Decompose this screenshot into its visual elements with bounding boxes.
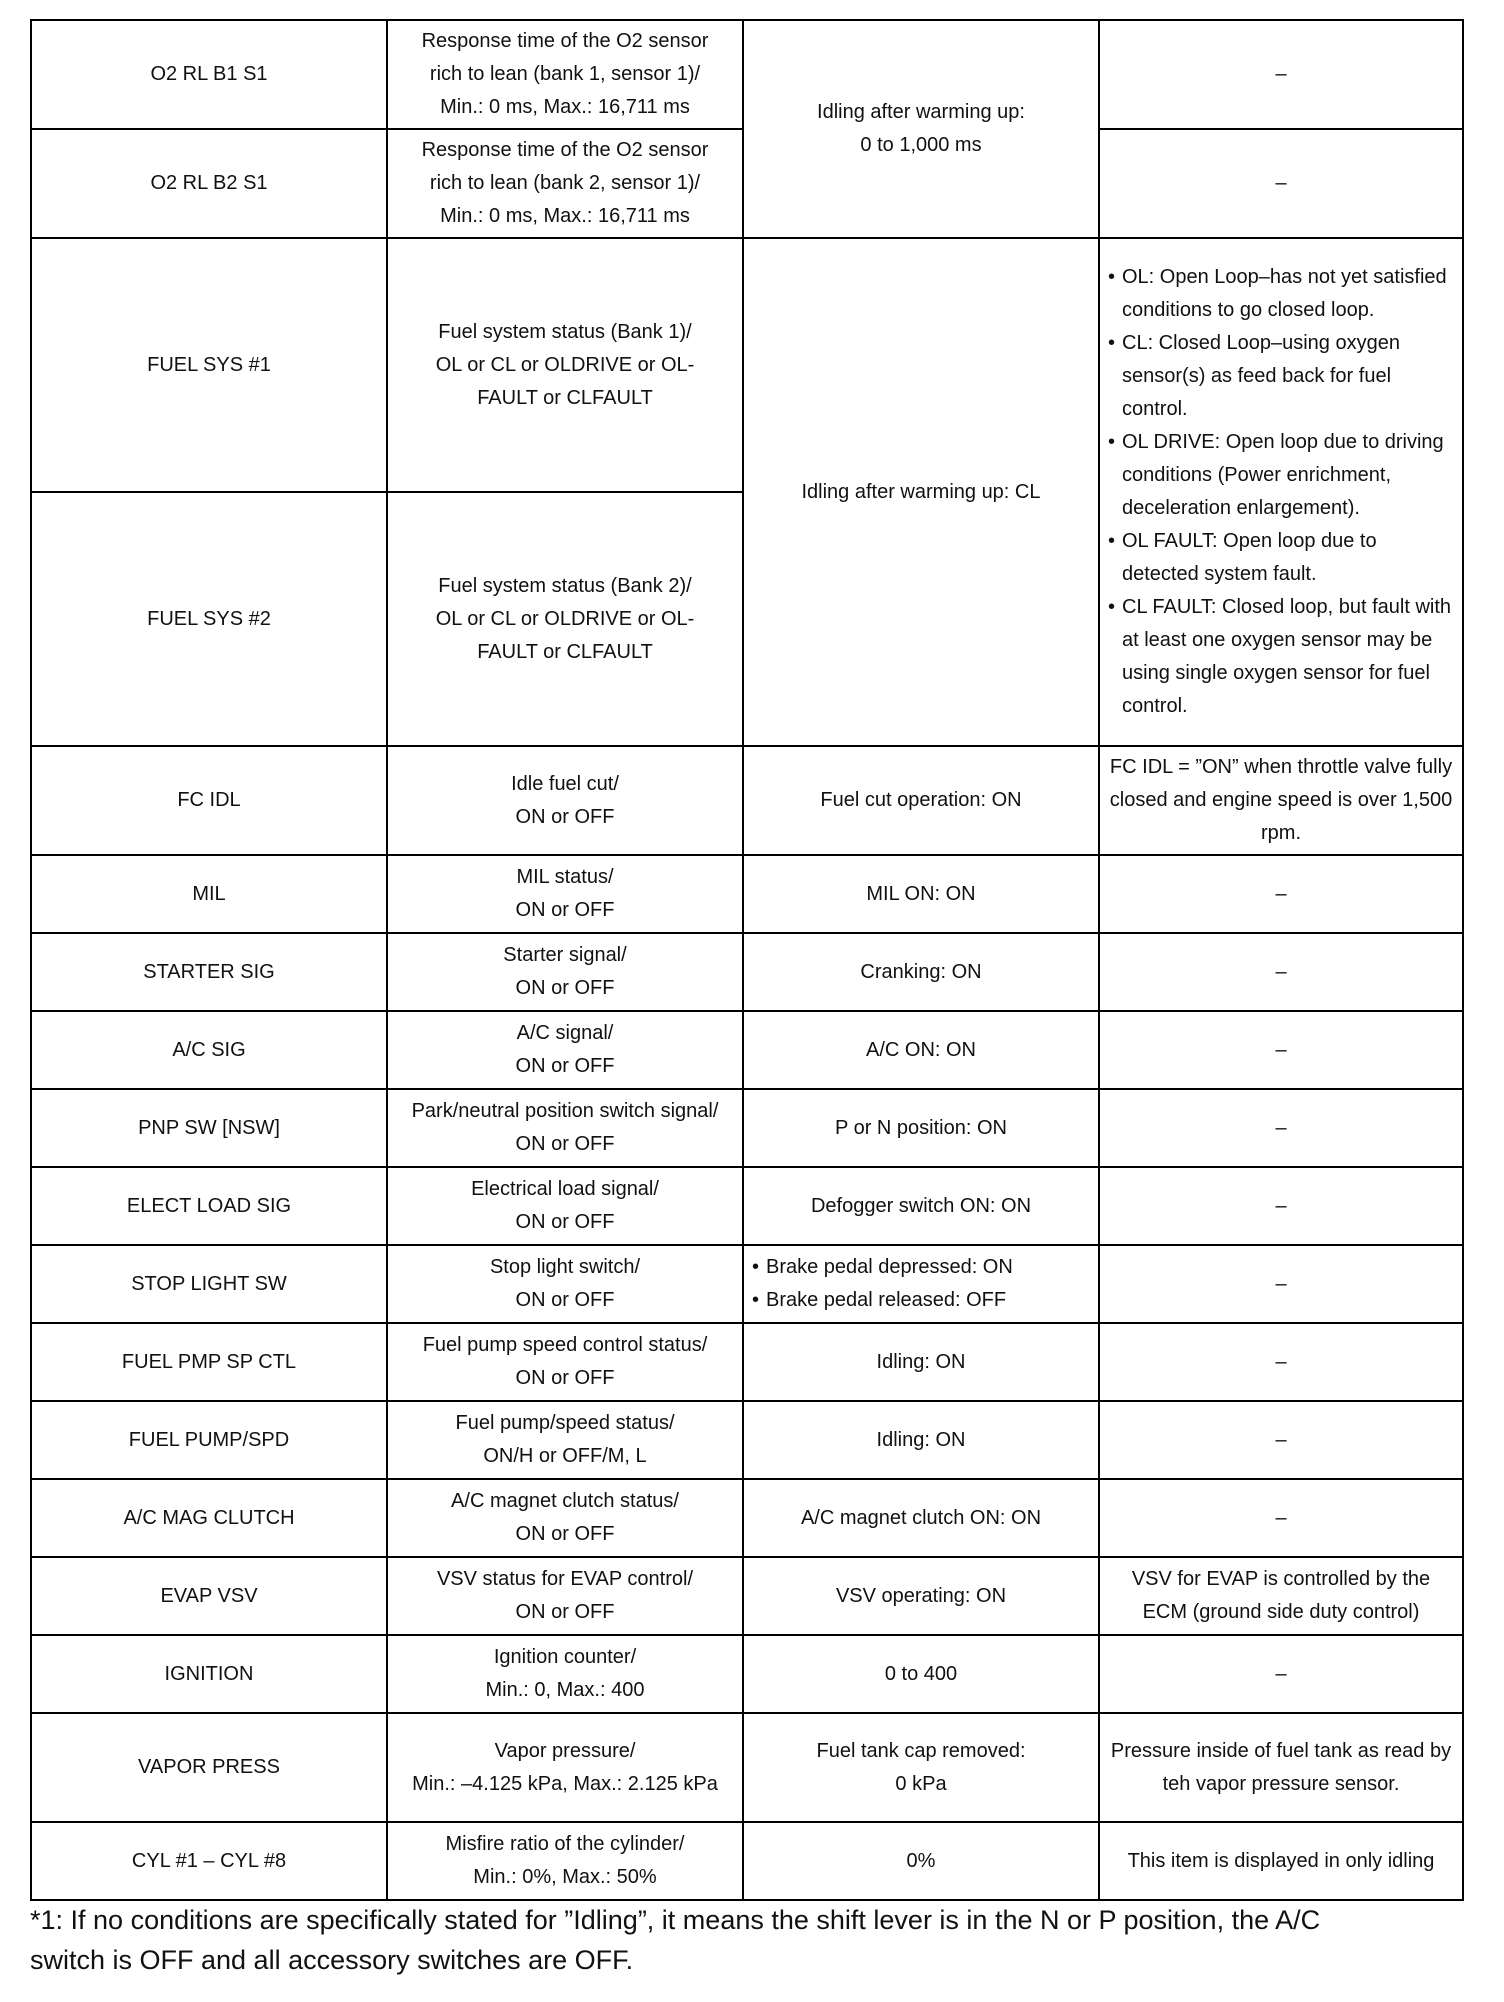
normal-condition: P or N position: ON bbox=[743, 1089, 1099, 1167]
item-name: EVAP VSV bbox=[31, 1557, 387, 1635]
footnote bbox=[30, 1900, 1470, 1980]
list-item: • OL: Open Loop–has not yet satisfied conditions to go closed loop. bbox=[1108, 261, 1454, 327]
item-name: CYL #1 – CYL #8 bbox=[31, 1822, 387, 1900]
item-description: A/C signal/ ON or OFF bbox=[387, 1011, 743, 1089]
table-row bbox=[31, 1822, 1463, 1900]
normal-condition: Cranking: ON bbox=[743, 933, 1099, 1011]
diagnostic-note: – bbox=[1099, 1323, 1463, 1401]
diagnostic-note: Pressure inside of fuel tank as read by teh vapor pressure sensor. bbox=[1099, 1713, 1463, 1822]
item-description: Response time of the O2 sensor rich to lean (bank 1, sensor 1)/ Min.: 0 ms, Max.: 16,711 ms bbox=[387, 20, 743, 129]
table-row bbox=[31, 1323, 1463, 1401]
item-name: FUEL PMP SP CTL bbox=[31, 1323, 387, 1401]
diagnostic-note: – bbox=[1099, 20, 1463, 129]
table-row bbox=[31, 1401, 1463, 1479]
item-description: Idle fuel cut/ ON or OFF bbox=[387, 746, 743, 855]
item-description: Fuel system status (Bank 1)/ OL or CL or OLDRIVE or OL- FAULT or CLFAULT bbox=[387, 238, 743, 492]
diagnostic-note: – bbox=[1099, 933, 1463, 1011]
table-row bbox=[31, 1713, 1463, 1822]
item-description: Electrical load signal/ ON or OFF bbox=[387, 1167, 743, 1245]
diagnostic-note bbox=[1099, 238, 1463, 746]
diagnostic-note: – bbox=[1099, 1011, 1463, 1089]
item-description: VSV status for EVAP control/ ON or OFF bbox=[387, 1557, 743, 1635]
list-item: • OL DRIVE: Open loop due to driving conditions (Power enrichment, deceleration enlargement). bbox=[1108, 426, 1454, 525]
table-row bbox=[31, 20, 1463, 129]
table-row bbox=[31, 1479, 1463, 1557]
normal-condition: Idling after warming up: CL bbox=[743, 238, 1099, 746]
list-item: • Brake pedal released: OFF bbox=[752, 1284, 1090, 1317]
table-row bbox=[31, 238, 1463, 492]
diagnostic-note: This item is displayed in only idling bbox=[1099, 1822, 1463, 1900]
item-description: Fuel pump/speed status/ ON/H or OFF/M, L bbox=[387, 1401, 743, 1479]
table-row bbox=[31, 855, 1463, 933]
item-description: Fuel system status (Bank 2)/ OL or CL or OLDRIVE or OL- FAULT or CLFAULT bbox=[387, 492, 743, 746]
diagnostic-note: – bbox=[1099, 1479, 1463, 1557]
diagnostic-note: – bbox=[1099, 1635, 1463, 1713]
normal-condition: MIL ON: ON bbox=[743, 855, 1099, 933]
diagnostic-note: VSV for EVAP is controlled by the ECM (ground side duty control) bbox=[1099, 1557, 1463, 1635]
diagnostic-note: – bbox=[1099, 129, 1463, 238]
list-item: • OL FAULT: Open loop due to detected system fault. bbox=[1108, 525, 1454, 591]
item-name: A/C MAG CLUTCH bbox=[31, 1479, 387, 1557]
item-description: A/C magnet clutch status/ ON or OFF bbox=[387, 1479, 743, 1557]
table-row bbox=[31, 1167, 1463, 1245]
item-description: MIL status/ ON or OFF bbox=[387, 855, 743, 933]
normal-condition: Idling: ON bbox=[743, 1401, 1099, 1479]
table-row bbox=[31, 1635, 1463, 1713]
footnote-line: *1: If no conditions are specifically stated for ”Idling”, it means the shift lever is in the N or P position, the A/C bbox=[30, 1905, 1321, 1935]
diagnostic-note: – bbox=[1099, 1089, 1463, 1167]
diagnostic-note: – bbox=[1099, 1401, 1463, 1479]
diagnostic-note: FC IDL = ”ON” when throttle valve fully closed and engine speed is over 1,500 rpm. bbox=[1099, 746, 1463, 855]
item-name: FUEL SYS #2 bbox=[31, 492, 387, 746]
list-item: • Brake pedal depressed: ON bbox=[752, 1251, 1090, 1284]
item-name: A/C SIG bbox=[31, 1011, 387, 1089]
item-name: VAPOR PRESS bbox=[31, 1713, 387, 1822]
item-description: Misfire ratio of the cylinder/ Min.: 0%, Max.: 50% bbox=[387, 1822, 743, 1900]
normal-condition: 0% bbox=[743, 1822, 1099, 1900]
item-name: O2 RL B1 S1 bbox=[31, 20, 387, 129]
item-name: FUEL SYS #1 bbox=[31, 238, 387, 492]
item-description: Fuel pump speed control status/ ON or OFF bbox=[387, 1323, 743, 1401]
normal-condition: VSV operating: ON bbox=[743, 1557, 1099, 1635]
diagnostic-note: – bbox=[1099, 1167, 1463, 1245]
normal-condition: Defogger switch ON: ON bbox=[743, 1167, 1099, 1245]
item-description: Starter signal/ ON or OFF bbox=[387, 933, 743, 1011]
table-row bbox=[31, 1557, 1463, 1635]
item-name: PNP SW [NSW] bbox=[31, 1089, 387, 1167]
table-row bbox=[31, 933, 1463, 1011]
normal-condition: Fuel cut operation: ON bbox=[743, 746, 1099, 855]
table-row bbox=[31, 1245, 1463, 1323]
table-row bbox=[31, 746, 1463, 855]
normal-condition: Fuel tank cap removed: 0 kPa bbox=[743, 1713, 1099, 1822]
item-description: Response time of the O2 sensor rich to lean (bank 2, sensor 1)/ Min.: 0 ms, Max.: 16,711 ms bbox=[387, 129, 743, 238]
item-name: FC IDL bbox=[31, 746, 387, 855]
normal-condition: Idling after warming up: 0 to 1,000 ms bbox=[743, 20, 1099, 238]
list-item: • CL FAULT: Closed loop, but fault with at least one oxygen sensor may be using single oxygen sensor for fuel control. bbox=[1108, 591, 1454, 723]
item-description: Vapor pressure/ Min.: –4.125 kPa, Max.: 2.125 kPa bbox=[387, 1713, 743, 1822]
item-name: FUEL PUMP/SPD bbox=[31, 1401, 387, 1479]
table-row bbox=[31, 1011, 1463, 1089]
item-name: MIL bbox=[31, 855, 387, 933]
diagnostic-note: – bbox=[1099, 1245, 1463, 1323]
item-name: ELECT LOAD SIG bbox=[31, 1167, 387, 1245]
item-name: IGNITION bbox=[31, 1635, 387, 1713]
normal-condition: Idling: ON bbox=[743, 1323, 1099, 1401]
list-item: • CL: Closed Loop–using oxygen sensor(s) as feed back for fuel control. bbox=[1108, 327, 1454, 426]
normal-condition: 0 to 400 bbox=[743, 1635, 1099, 1713]
item-description: Stop light switch/ ON or OFF bbox=[387, 1245, 743, 1323]
normal-condition bbox=[743, 1245, 1099, 1323]
normal-condition: A/C magnet clutch ON: ON bbox=[743, 1479, 1099, 1557]
item-name: STARTER SIG bbox=[31, 933, 387, 1011]
normal-condition: A/C ON: ON bbox=[743, 1011, 1099, 1089]
table-row bbox=[31, 1089, 1463, 1167]
footnote-line: switch is OFF and all accessory switches are OFF. bbox=[30, 1945, 634, 1975]
item-name: STOP LIGHT SW bbox=[31, 1245, 387, 1323]
item-name: O2 RL B2 S1 bbox=[31, 129, 387, 238]
diagnostic-note: – bbox=[1099, 855, 1463, 933]
data-list-table bbox=[30, 19, 1464, 1901]
item-description: Ignition counter/ Min.: 0, Max.: 400 bbox=[387, 1635, 743, 1713]
item-description: Park/neutral position switch signal/ ON or OFF bbox=[387, 1089, 743, 1167]
